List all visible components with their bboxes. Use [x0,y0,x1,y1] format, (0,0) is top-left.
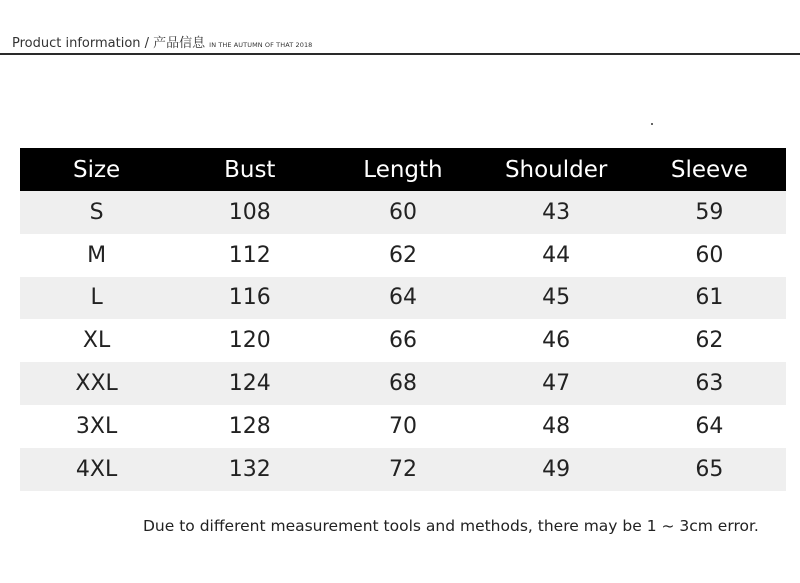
product-information-title: Product information / 产品信息 [12,36,206,51]
cell-length: 72 [326,448,479,491]
column-header-shoulder: Shoulder [480,148,633,191]
table-row [20,448,786,491]
cell-bust: 108 [173,191,326,234]
cell-bust: 112 [173,234,326,277]
cell-length: 62 [326,234,479,277]
cell-sleeve: 62 [633,319,786,362]
cell-bust: 124 [173,362,326,405]
cell-bust: 128 [173,405,326,448]
cell-shoulder: 46 [480,319,633,362]
measurement-disclaimer: Due to different measurement tools and methods, there may be 1 ~ 3cm error. [143,517,759,535]
table-row [20,191,786,234]
cell-sleeve: 60 [633,234,786,277]
cell-length: 60 [326,191,479,234]
cell-shoulder: 49 [480,448,633,491]
cell-size: M [20,234,173,277]
cell-bust: 116 [173,277,326,320]
cell-length: 68 [326,362,479,405]
cell-bust: 132 [173,448,326,491]
size-chart-table [20,148,786,491]
cell-sleeve: 61 [633,277,786,320]
cell-shoulder: 47 [480,362,633,405]
table-row [20,362,786,405]
cell-size: XXL [20,362,173,405]
cell-shoulder: 44 [480,234,633,277]
page-header [0,0,800,56]
cell-sleeve: 65 [633,448,786,491]
column-header-size: Size [20,148,173,191]
cell-size: XL [20,319,173,362]
column-header-bust: Bust [173,148,326,191]
cell-sleeve: 59 [633,191,786,234]
cell-bust: 120 [173,319,326,362]
cell-sleeve: 63 [633,362,786,405]
cell-size: 4XL [20,448,173,491]
cell-size: 3XL [20,405,173,448]
cell-length: 64 [326,277,479,320]
table-row [20,234,786,277]
cell-shoulder: 43 [480,191,633,234]
cell-shoulder: 48 [480,405,633,448]
column-header-sleeve: Sleeve [633,148,786,191]
header-divider [0,53,800,55]
table-row [20,319,786,362]
cell-shoulder: 45 [480,277,633,320]
cell-size: S [20,191,173,234]
table-row [20,277,786,320]
table-header-row [20,148,786,191]
cell-length: 70 [326,405,479,448]
cell-sleeve: 64 [633,405,786,448]
cell-size: L [20,277,173,320]
cell-length: 66 [326,319,479,362]
header-subtitle: IN THE AUTUMN OF THAT 2018 [209,41,313,49]
column-header-length: Length [326,148,479,191]
decorative-dot [651,123,653,125]
table-row [20,405,786,448]
header-title [12,32,312,51]
